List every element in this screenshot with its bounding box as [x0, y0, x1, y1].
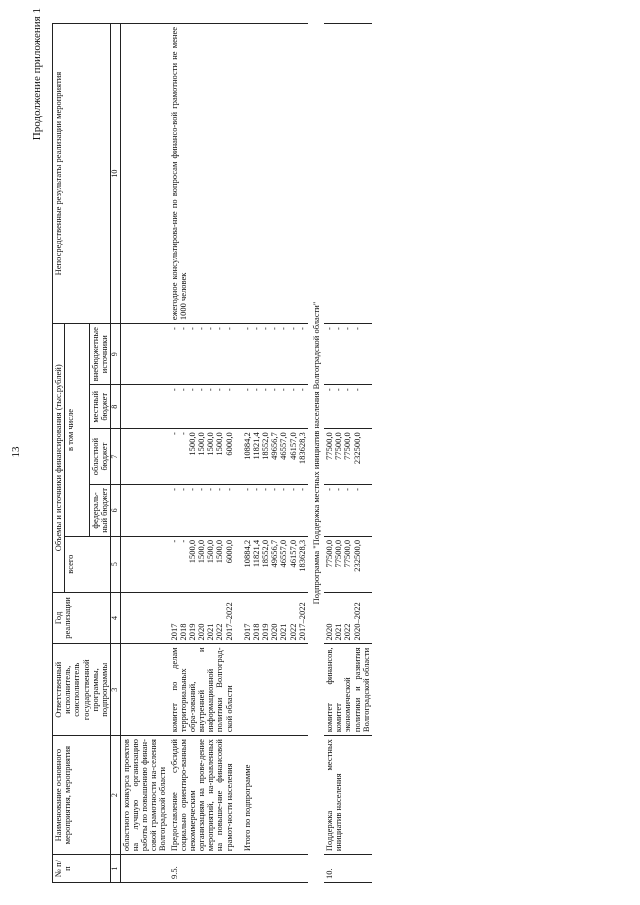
- continued-name: областного конкурса проектов на лучшую организацию работы по повышению финан-совой грамотности на-селения Волгоградской области: [120, 736, 168, 855]
- year: 2020: [324, 623, 335, 641]
- header-name: Наименование основного мероприятия, мероприятия: [53, 736, 111, 855]
- row-result: ежегодное консультирова-ние по вопросам финансо-вой грамотности не менее 1000 человек: [169, 24, 235, 324]
- value: -: [186, 327, 197, 330]
- value: -: [333, 327, 344, 330]
- row-name: Предоставление субсидий социально ориентиро-ванным некоммерческим организациям на прове-дение мероприятий, на-правленных на повыше-ние финансовой грамот-ности населения: [169, 736, 235, 855]
- value: 11821,4: [250, 432, 261, 460]
- value: -: [278, 327, 289, 330]
- value: 49656,7: [269, 432, 280, 460]
- year: 2021: [333, 623, 344, 641]
- value: -: [196, 327, 207, 330]
- value: -: [324, 388, 335, 392]
- value: -: [260, 327, 271, 330]
- header-financing: Объемы и источники финансирования (тыс.рублей): [53, 324, 65, 592]
- value: -: [333, 388, 344, 392]
- federal-values: [169, 484, 235, 536]
- value: -: [177, 432, 188, 436]
- header-no: № п/п: [53, 855, 111, 883]
- year: 2017–2022: [223, 602, 234, 641]
- value: -: [186, 487, 197, 491]
- extrabudget-values: [324, 324, 372, 385]
- value: -: [342, 487, 353, 491]
- value: 1500,0: [186, 539, 197, 564]
- value: -: [260, 388, 271, 392]
- header-regional: областной бюджет: [89, 429, 110, 485]
- value: 11821,4: [250, 539, 261, 568]
- year: 2019: [186, 623, 197, 641]
- value: -: [287, 388, 298, 392]
- value: -: [324, 327, 335, 330]
- federal-values: [235, 484, 308, 536]
- value: 6000,0: [223, 432, 234, 456]
- value: -: [177, 487, 188, 491]
- col-number: 5: [111, 536, 121, 592]
- value: 1500,0: [205, 432, 216, 456]
- year: 2022: [342, 623, 353, 641]
- col-number: 9: [111, 324, 121, 385]
- value: -: [342, 388, 353, 392]
- row-10: [324, 24, 372, 883]
- total-values: [169, 536, 235, 592]
- value: 232500,0: [351, 432, 362, 465]
- value: -: [269, 327, 280, 330]
- value: 1500,0: [205, 539, 216, 564]
- value: -: [296, 487, 307, 491]
- value: -: [196, 388, 207, 392]
- year: 2021: [278, 623, 289, 641]
- year: 2022: [214, 623, 225, 641]
- value: -: [296, 327, 307, 330]
- value: 49656,7: [269, 539, 280, 568]
- subprogram-total-row: [235, 24, 308, 883]
- regional-values: [235, 429, 308, 485]
- col-number: 3: [111, 644, 121, 736]
- value: 1500,0: [214, 539, 225, 564]
- col-number: 10: [111, 24, 121, 324]
- value: 232500,0: [351, 539, 362, 572]
- value: -: [214, 327, 225, 330]
- row-name: Поддержка местных инициатив населения: [324, 736, 372, 855]
- year-list: [324, 592, 372, 644]
- value: -: [223, 487, 234, 491]
- value: 77500,0: [324, 432, 335, 460]
- value: -: [205, 388, 216, 392]
- header-executor: Ответственный исполнитель, соисполнитель государственной программы, подпрограммы: [53, 644, 111, 736]
- value: -: [250, 388, 261, 392]
- value: -: [351, 388, 362, 392]
- value: -: [351, 487, 362, 491]
- extrabudget-values: [169, 324, 235, 385]
- regional-values: [169, 429, 235, 485]
- year-list: [235, 592, 308, 644]
- col-number: 2: [111, 736, 121, 855]
- header-including: в том числе: [65, 324, 90, 537]
- value: -: [223, 388, 234, 392]
- page-header: [30, 0, 50, 905]
- subprogram-title-row: [308, 24, 324, 883]
- value: -: [177, 327, 188, 330]
- value: -: [351, 327, 362, 330]
- value: -: [168, 539, 179, 543]
- value: -: [186, 388, 197, 392]
- header-year: Год реализации: [53, 592, 111, 644]
- total-label: Итого по подпрограмме: [235, 736, 308, 855]
- value: -: [287, 327, 298, 330]
- row-executor: комитет по делам территориальных обра-зований, внутренней и информационной политики Волгоград-ской области: [169, 644, 235, 736]
- year: 2017: [168, 623, 179, 641]
- col-number: 4: [111, 592, 121, 644]
- col-number: 7: [111, 429, 121, 485]
- value: -: [342, 327, 353, 330]
- col-number: 8: [111, 385, 121, 429]
- value: -: [269, 388, 280, 392]
- value: -: [250, 487, 261, 491]
- value: -: [168, 487, 179, 491]
- federal-values: [324, 484, 372, 536]
- extrabudget-values: [235, 324, 308, 385]
- program-table: [52, 23, 372, 883]
- continued-row: [120, 24, 168, 883]
- value: -: [214, 487, 225, 491]
- value: -: [250, 327, 261, 330]
- col-number: 1: [111, 855, 121, 883]
- local-values: [169, 385, 235, 429]
- local-values: [235, 385, 308, 429]
- value: 46157,0: [287, 539, 298, 568]
- year: 2017–2022: [296, 602, 307, 641]
- regional-values: [324, 429, 372, 485]
- value: -: [241, 388, 252, 392]
- value: 77500,0: [342, 539, 353, 568]
- value: 6000,0: [223, 539, 234, 564]
- value: -: [205, 327, 216, 330]
- value: 18552,0: [260, 432, 271, 460]
- row-executor: комитет финансов, комитет экономической политики и развития Волгоградской области: [324, 644, 372, 736]
- value: -: [269, 487, 280, 491]
- value: 46557,0: [278, 539, 289, 568]
- value: 1500,0: [196, 539, 207, 564]
- value: -: [168, 432, 179, 436]
- value: 18552,0: [260, 539, 271, 568]
- col-number: 6: [111, 484, 121, 536]
- value: 1500,0: [214, 432, 225, 456]
- year-list: [169, 592, 235, 644]
- value: -: [168, 388, 179, 392]
- value: 46157,0: [287, 432, 298, 460]
- header-total: всего: [65, 536, 111, 592]
- value: -: [177, 539, 188, 543]
- value: 1500,0: [186, 432, 197, 456]
- year: 2017: [241, 623, 252, 641]
- local-values: [324, 385, 372, 429]
- header-federal: федераль-ный бюджет: [89, 484, 110, 536]
- year: 2019: [260, 623, 271, 641]
- year: 2020: [196, 623, 207, 641]
- value: -: [168, 327, 179, 330]
- value: -: [196, 487, 207, 491]
- continuation-label: Продолжение приложения 1: [31, 8, 43, 141]
- rotated-page: [30, 0, 610, 905]
- year: 2020: [269, 623, 280, 641]
- total-values: [235, 536, 308, 592]
- year: 2022: [287, 623, 298, 641]
- value: -: [296, 388, 307, 392]
- year: 2020–2022: [351, 602, 362, 641]
- value: -: [223, 327, 234, 330]
- value: -: [333, 487, 344, 491]
- value: -: [324, 487, 335, 491]
- value: 183628,3: [296, 539, 307, 572]
- total-values: [324, 536, 372, 592]
- column-numbers: [111, 24, 121, 883]
- year: 2018: [177, 623, 188, 641]
- page-number: 13: [10, 446, 22, 458]
- value: 10884,2: [241, 539, 252, 568]
- value: -: [278, 487, 289, 491]
- header-local: местный бюджет: [89, 385, 110, 429]
- value: 10884,2: [241, 432, 252, 460]
- value: 77500,0: [342, 432, 353, 460]
- value: -: [287, 487, 298, 491]
- year: 2018: [250, 623, 261, 641]
- value: -: [214, 388, 225, 392]
- value: -: [177, 388, 188, 392]
- value: -: [278, 388, 289, 392]
- value: 77500,0: [324, 539, 335, 568]
- value: -: [241, 487, 252, 491]
- value: -: [241, 327, 252, 330]
- value: 46557,0: [278, 432, 289, 460]
- row-number: 9.5.: [169, 855, 235, 883]
- row-9-5: [169, 24, 235, 883]
- value: 77500,0: [333, 432, 344, 460]
- row-number: 10.: [324, 855, 372, 883]
- value: -: [205, 487, 216, 491]
- value: 183628,3: [296, 432, 307, 465]
- value: 77500,0: [333, 539, 344, 568]
- header-extrabudget: внебюджетные источники: [89, 324, 110, 385]
- subprogram-title: Подпрограмма "Поддержка местных инициатив населения Волгоградской области": [310, 301, 321, 605]
- year: 2021: [205, 623, 216, 641]
- header-result: Непосредственные результаты реализации мероприятия: [53, 24, 111, 324]
- value: 1500,0: [196, 432, 207, 456]
- value: -: [260, 487, 271, 491]
